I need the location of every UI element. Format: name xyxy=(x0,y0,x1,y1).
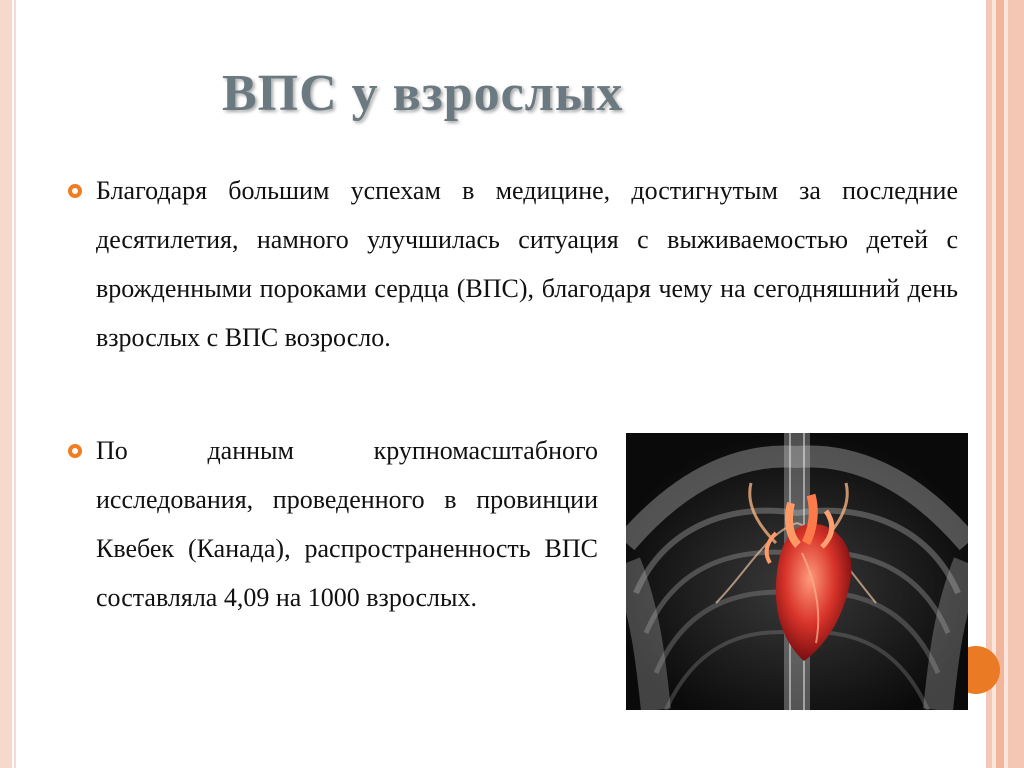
bullet-ring-icon xyxy=(68,184,82,198)
left-border-line xyxy=(14,0,16,768)
bullet-text-1: Благодаря большим успехам в медицине, достигнутым за последние десятилетия, намного улучшилась ситуация с выживаемостью детей с врожденными пороками сердца (ВПС), благодаря чему на сегодняшний день взрослых с ВПС возросло. xyxy=(96,176,958,352)
slide-title: ВПС у взрослых xyxy=(222,65,624,122)
bullet-text-2: По данным крупномасштабного исследования, проведенного в провинции Квебек (Канада), распространенность ВПС составляла 4,09 на 1000 взрослых. xyxy=(96,436,598,612)
bullet-ring-icon xyxy=(68,444,82,458)
left-border-stripe xyxy=(0,0,12,768)
heart-illustration xyxy=(626,433,968,710)
